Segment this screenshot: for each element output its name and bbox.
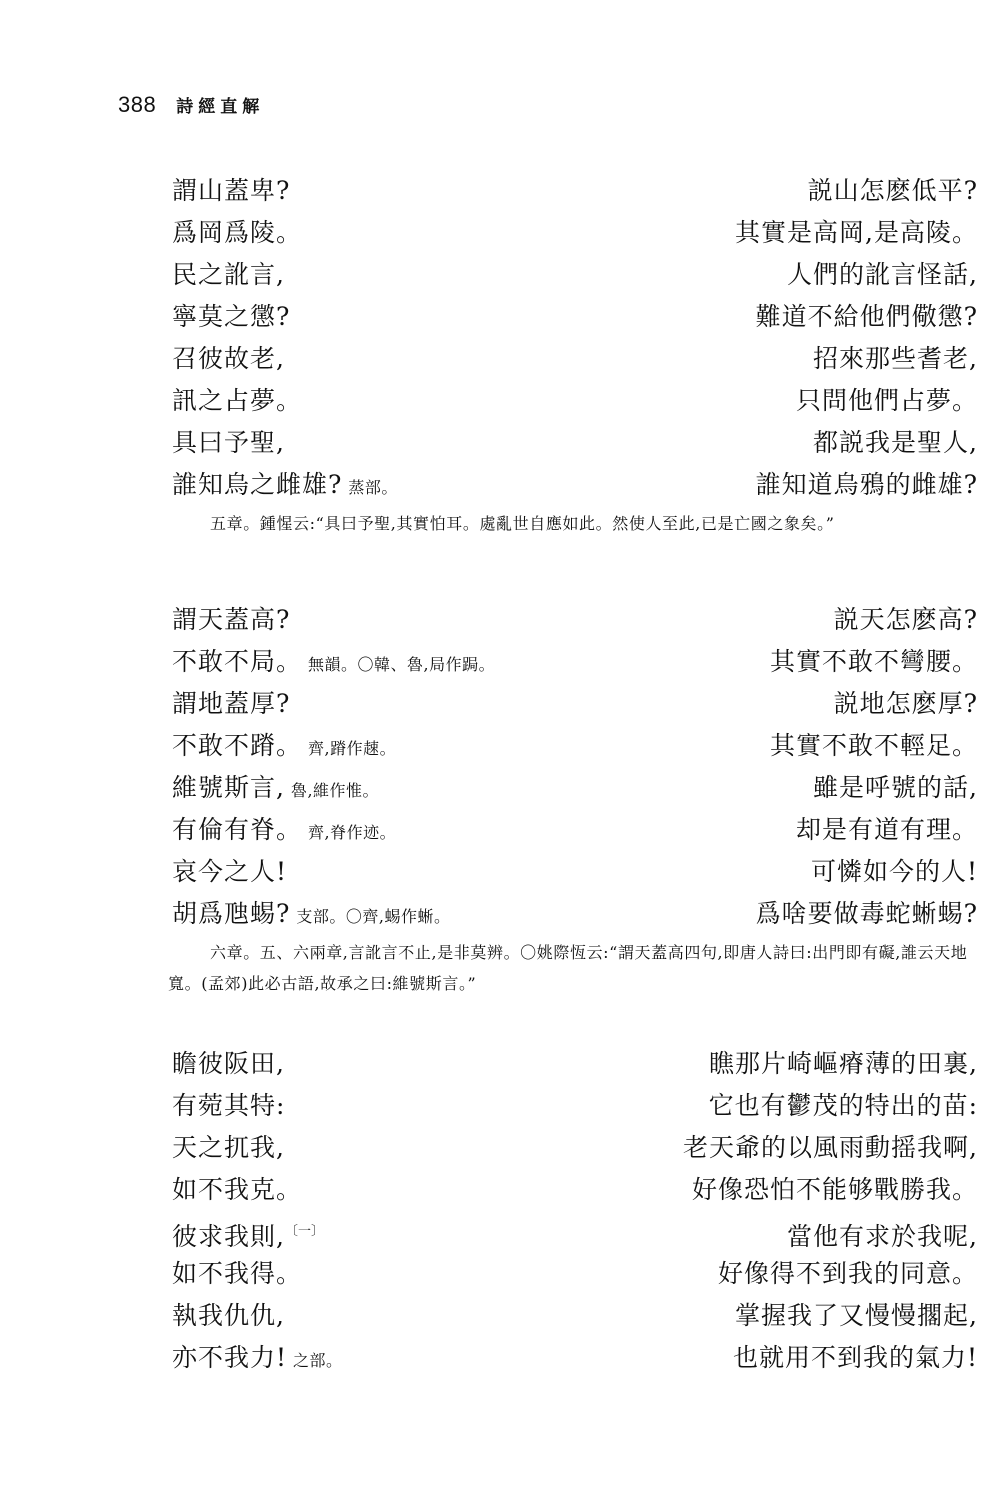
original-verse: 民之訛言, — [172, 260, 285, 289]
translation-text: 瞧那片崎嶇瘠薄的田裏, — [709, 1049, 978, 1078]
original-text — [172, 725, 396, 770]
original-verse: 哀今之人! — [172, 857, 288, 886]
original-verse: 天之扤我, — [172, 1133, 285, 1162]
verse-line — [172, 599, 978, 641]
original-verse: 有倫有脊。 — [172, 815, 303, 844]
page-number: 388 — [118, 92, 157, 117]
original-text — [172, 1043, 285, 1085]
verse-line — [172, 338, 978, 380]
verse-line — [172, 1253, 978, 1295]
verse-line — [172, 212, 978, 254]
original-text — [172, 422, 285, 464]
original-text — [172, 641, 495, 686]
translation-text: 説天怎麽高? — [833, 605, 978, 634]
stanza-7 — [172, 1043, 978, 1379]
original-verse: 亦不我力! — [172, 1343, 288, 1372]
original-verse: 胡爲虺蜴? — [172, 899, 291, 928]
original-text — [172, 338, 285, 380]
translation-text: 其實不敢不彎腰。 — [769, 647, 978, 676]
original-text — [172, 1211, 324, 1258]
original-text — [172, 851, 287, 893]
translation-text: 難道不給他們儆懲? — [755, 302, 978, 331]
verse-line — [172, 380, 978, 422]
variant-note: 齊,蹐作趚。 — [308, 739, 397, 758]
original-verse: 具曰予聖, — [172, 428, 285, 457]
original-text — [172, 296, 290, 338]
translation-text: 好像恐怕不能够戰勝我。 — [691, 1175, 978, 1204]
verse-line — [172, 641, 978, 683]
verse-line — [172, 893, 978, 935]
translation-text: 當他有求於我呢, — [787, 1222, 978, 1251]
original-text — [172, 1169, 302, 1211]
original-verse: 謂天蓋高? — [172, 605, 291, 634]
rhyme-note: 之部。 — [293, 1351, 343, 1370]
verse-line — [172, 1211, 978, 1253]
verse-line — [172, 683, 978, 725]
original-text — [172, 893, 451, 938]
original-text — [172, 1295, 285, 1337]
original-text — [172, 1127, 285, 1169]
original-text — [172, 380, 302, 422]
chapter-commentary: 五章。鍾惺云:“具曰予聖,其實怕耳。處亂世自應如此。然使人至此,已是亡國之象矣。” — [210, 514, 835, 533]
translation-text: 好像得不到我的同意。 — [717, 1259, 978, 1288]
original-text — [172, 212, 302, 254]
original-text — [172, 683, 290, 725]
stanza-5 — [172, 170, 978, 539]
translation-text: 誰知道烏鴉的雌雄? — [755, 470, 978, 499]
original-verse: 謂山蓋卑? — [172, 176, 291, 205]
translation-text: 都説我是聖人, — [813, 428, 978, 457]
verse-line — [172, 1043, 978, 1085]
original-verse: 召彼故老, — [172, 344, 285, 373]
rhyme-note: 蒸部。 — [348, 478, 398, 497]
original-verse: 如不我克。 — [172, 1175, 303, 1204]
original-text — [172, 809, 396, 854]
original-verse: 訊之占夢。 — [172, 386, 303, 415]
original-verse: 執我仇仇, — [172, 1301, 285, 1330]
original-verse: 誰知烏之雌雄? — [172, 470, 343, 499]
translation-text: 它也有鬱茂的特出的苗: — [708, 1091, 978, 1120]
original-text — [172, 599, 290, 641]
variant-note: 齊,脊作迹。 — [308, 823, 397, 842]
stanza-6 — [168, 599, 978, 999]
original-verse: 謂地蓋厚? — [172, 689, 291, 718]
translation-text: 説山怎麽低平? — [807, 176, 978, 205]
original-text — [172, 1085, 285, 1127]
stanza-spacer — [172, 999, 978, 1043]
verse-line — [172, 725, 978, 767]
original-verse: 不敢不蹐。 — [172, 731, 303, 760]
original-text — [172, 464, 398, 509]
poem-body — [168, 170, 978, 1379]
verse-line — [172, 296, 978, 338]
translation-text: 其實不敢不輕足。 — [769, 731, 978, 760]
verse-line — [172, 809, 978, 851]
translation-text: 却是有道有理。 — [795, 815, 978, 844]
translation-text: 雖是呼號的話, — [813, 773, 978, 802]
footnote-marker[interactable]: 〔一〕 — [284, 1224, 324, 1239]
original-verse: 寧莫之懲? — [172, 302, 291, 331]
variant-note: 魯,維作惟。 — [290, 781, 380, 800]
translation-text: 可憐如今的人! — [810, 857, 978, 886]
translation-text: 人們的訛言怪話, — [787, 260, 978, 289]
verse-line — [172, 464, 978, 506]
translation-text: 爲啥要做毒蛇蜥蜴? — [755, 899, 978, 928]
original-text — [172, 254, 285, 296]
translation-text: 其實是高岡,是高陵。 — [735, 218, 978, 247]
original-verse: 如不我得。 — [172, 1259, 303, 1288]
original-verse: 瞻彼阪田, — [172, 1049, 285, 1078]
original-text — [172, 767, 379, 812]
verse-line — [172, 1085, 978, 1127]
verse-line — [172, 767, 978, 809]
verse-line — [172, 1169, 978, 1211]
original-text — [172, 1337, 343, 1382]
original-text — [172, 1253, 302, 1295]
original-verse: 維號斯言, — [172, 773, 285, 802]
translation-text: 只問他們占夢。 — [795, 386, 978, 415]
verse-line — [172, 851, 978, 893]
original-verse: 彼求我則, — [172, 1222, 285, 1251]
book-title: 詩經直解 — [176, 97, 265, 117]
translation-text: 説地怎麽厚? — [833, 689, 978, 718]
original-verse: 有菀其特: — [172, 1091, 286, 1120]
verse-line — [172, 1337, 978, 1379]
verse-line — [172, 254, 978, 296]
verse-line — [172, 1295, 978, 1337]
translation-text: 招來那些耆老, — [813, 344, 978, 373]
verse-line — [172, 170, 978, 212]
translation-text: 也就用不到我的氣力! — [732, 1343, 978, 1372]
verse-line — [172, 422, 978, 464]
chapter-commentary: 六章。五、六兩章,言訛言不止,是非莫辨。〇姚際恆云:“謂天蓋高四句,即唐人詩曰:出門即有礙,誰云天地寬。(孟郊)此必古語,故承之曰:維號斯言。” — [168, 943, 968, 993]
rhyme-note: 支部。〇齊,蜴作蜥。 — [296, 907, 451, 926]
running-head — [118, 92, 264, 118]
original-verse: 爲岡爲陵。 — [172, 218, 303, 247]
original-verse: 不敢不局。 — [172, 647, 303, 676]
original-text — [172, 170, 290, 212]
stanza-spacer — [172, 539, 978, 599]
verse-line — [172, 1127, 978, 1169]
translation-text: 掌握我了又慢慢擱起, — [735, 1301, 978, 1330]
variant-note: 無韻。〇韓、魯,局作跼。 — [308, 655, 496, 674]
translation-text: 老天爺的以風雨動摇我啊, — [683, 1133, 978, 1162]
